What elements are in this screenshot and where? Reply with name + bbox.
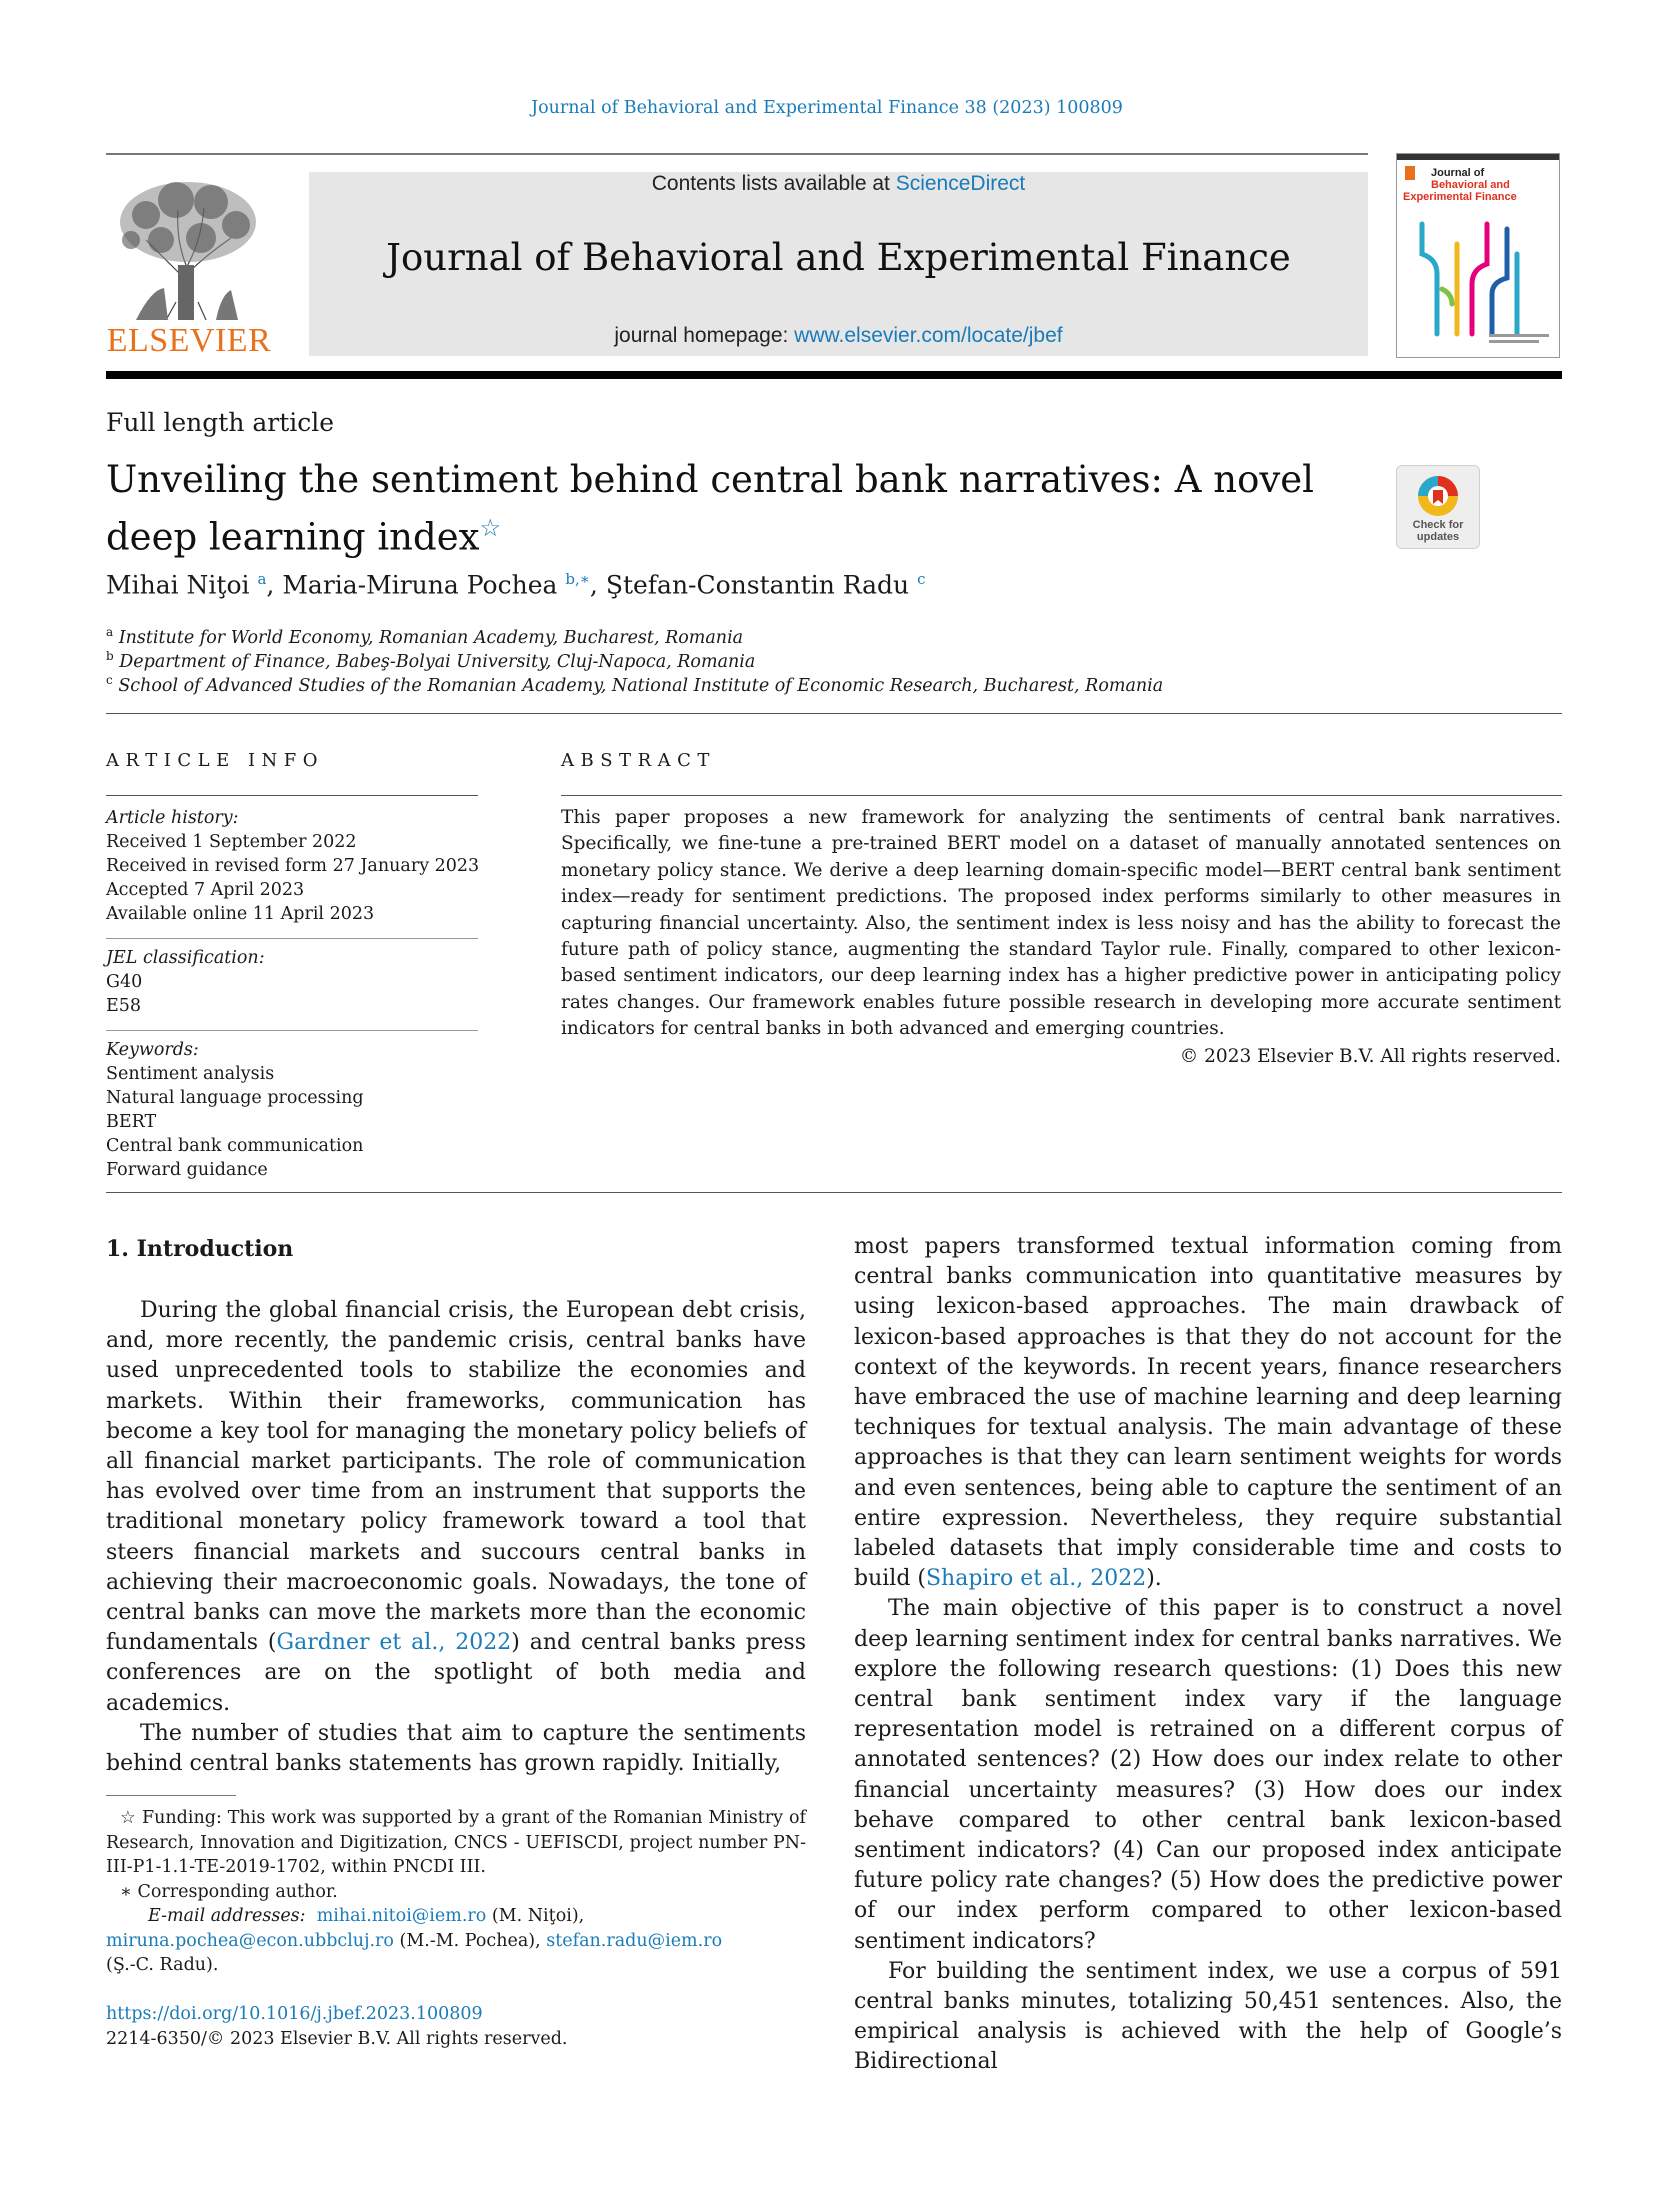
abstract-text: This paper proposes a new framework for analyzing the sentiments of central bank narratives. Specifically, we fine-tune a pre-trained BERT model on a dataset of manually annotated sentences on monetary policy stance. We derive a deep learning domain-specific model—BERT central bank sentiment index—ready for sentiment predictions. The proposed index performs similarly to other measures in capturing financial uncertainty. Also, the sentiment index is less noisy and has the ability to forecast the future path of policy stance, augmenting the standard Taylor rule. Finally, compared to other lexicon-based sentiment indicators, our deep learning index has a higher predictive power in anticipating policy rates changes. Our framework enables future possible research in developing more accurate sentiment indicators for central banks in both advanced and emerging countries. bbox=[561, 807, 1561, 1040]
email-owner: (Ş.-C. Radu). bbox=[106, 1955, 219, 1975]
jel-code: E58 bbox=[106, 996, 142, 1016]
section-heading-introduction: 1. Introduction bbox=[106, 1236, 294, 1262]
body-divider bbox=[106, 1192, 1562, 1193]
jel-label: JEL classification: bbox=[106, 948, 265, 968]
author-name[interactable]: Maria-Miruna Pochea bbox=[282, 570, 558, 600]
info-rule bbox=[106, 1030, 478, 1031]
svg-text:Check for: Check for bbox=[1412, 519, 1464, 531]
masthead-bottom-rule bbox=[106, 371, 1562, 379]
email-link[interactable]: mihai.nitoi@iem.ro bbox=[316, 1906, 487, 1926]
paragraph: The number of studies that aim to capture the sentiments behind central banks statements has grown rapidly. Initially, bbox=[106, 1720, 806, 1777]
article-title bbox=[106, 456, 1356, 561]
paragraph-text: ) and central banks press conferences are on the spotlight of both media and academics. bbox=[106, 1630, 806, 1716]
affiliation-sup: a bbox=[106, 625, 114, 639]
jel-code: G40 bbox=[106, 972, 143, 992]
doi-link[interactable]: https://doi.org/10.1016/j.jbef.2023.100809 bbox=[106, 2004, 483, 2024]
cover-title-line-1: Journal of bbox=[1431, 167, 1485, 179]
affiliation-text: Department of Finance, Babeş-Bolyai University, Cluj-Napoca, Romania bbox=[119, 651, 756, 672]
author-name[interactable]: Mihai Niţoi bbox=[106, 570, 250, 600]
issn-copyright: 2214-6350/© 2023 Elsevier B.V. All rights reserved. bbox=[106, 2029, 568, 2049]
paragraph: For building the sentiment index, we use a corpus of 591 central banks minutes, totalizing 50,451 sentences. Also, the empirical analysis is achieved with the help of Google’s Bidirectional bbox=[854, 1958, 1562, 2075]
sciencedirect-link[interactable]: ScienceDirect bbox=[895, 172, 1026, 195]
author-name[interactable]: Ştefan-Constantin Radu bbox=[605, 570, 910, 600]
paragraph bbox=[106, 1296, 806, 1719]
email-owner: (M.-M. Pochea), bbox=[393, 1930, 547, 1951]
email-label: E-mail addresses: bbox=[148, 1906, 306, 1926]
footnote-rule bbox=[106, 1795, 236, 1796]
corresponding-footnote bbox=[106, 1880, 806, 1905]
footnote-star: ☆ bbox=[120, 1808, 137, 1828]
affiliation-a bbox=[106, 625, 743, 648]
body-left-column bbox=[106, 1296, 806, 1779]
email-footnote bbox=[106, 1904, 806, 1929]
cover-title-line-3: Experimental Finance bbox=[1403, 191, 1517, 203]
elsevier-wordmark[interactable]: ELSEVIER bbox=[106, 322, 272, 359]
contents-prefix: Contents lists available at bbox=[651, 172, 896, 195]
history-revised: Received in revised form 27 January 2023 bbox=[106, 856, 480, 876]
paragraph: The main objective of this paper is to construct a novel deep learning sentiment index for central banks narratives. We explore the following research questions: (1) Does this new central bank sentiment index vary if the language representation model is retrained on a different corpus of annotated sentences? (2) How does our index relate to other financial uncertainty measures? (3) How does our index behave compared to other central bank lexicon-based sentiment indicators? (4) Can our proposed index anticipate future policy rate changes? (5) How does the predictive power of our index perform compared to other lexicon-based sentiment indicators? bbox=[854, 1596, 1562, 1954]
keyword: Sentiment analysis bbox=[106, 1064, 275, 1084]
keyword: BERT bbox=[106, 1112, 157, 1132]
funding-footnote bbox=[106, 1806, 806, 1880]
affiliation-sup: c bbox=[106, 673, 113, 687]
abstract-rule bbox=[561, 795, 1562, 796]
abstract-copyright: © 2023 Elsevier B.V. All rights reserved. bbox=[1179, 1046, 1561, 1067]
affiliation-c bbox=[106, 673, 1163, 696]
author-affil-sup[interactable]: a bbox=[257, 570, 267, 588]
cover-title-line-2: Behavioral and bbox=[1431, 179, 1510, 191]
history-accepted: Accepted 7 April 2023 bbox=[106, 880, 305, 900]
article-info-heading: ARTICLE INFO bbox=[106, 750, 325, 771]
email-footnote-cont bbox=[106, 1929, 806, 1954]
author-list: Mihai Niţoi $^a$, Maria-Miruna Pochea $^{b,∗}$, Ştefan-Constantin Radu $^c$ bbox=[106, 570, 926, 600]
citation-link[interactable]: Shapiro et al., 2022 bbox=[925, 1566, 1147, 1592]
affiliation-b bbox=[106, 649, 755, 672]
keyword: Central bank communication bbox=[106, 1136, 364, 1156]
funding-text: Funding: This work was supported by a grant of the Romanian Ministry of Research, Innovation and Digitization, CNCS - UEFISCDI, project number PN-III-P1-1.1-TE-2019-1702, within PNCDI III. bbox=[106, 1808, 806, 1877]
abstract-heading: ABSTRACT bbox=[561, 750, 716, 771]
author-affil-sup[interactable]: b,∗ bbox=[565, 570, 590, 588]
corresponding-text: Corresponding author. bbox=[137, 1881, 338, 1902]
journal-homepage-line bbox=[309, 324, 1368, 348]
citation-link[interactable]: Gardner et al., 2022 bbox=[276, 1630, 512, 1656]
affiliation-sup: b bbox=[106, 649, 114, 663]
footnotes bbox=[106, 1806, 806, 1978]
tree-icon bbox=[106, 170, 272, 320]
email-link[interactable]: miruna.pochea@econ.ubbcluj.ro bbox=[106, 1930, 394, 1951]
check-for-updates-badge[interactable] bbox=[1396, 465, 1480, 549]
email-link[interactable]: stefan.radu@iem.ro bbox=[546, 1930, 723, 1951]
keyword: Natural language processing bbox=[106, 1088, 364, 1108]
history-online: Available online 11 April 2023 bbox=[106, 904, 375, 924]
masthead-banner bbox=[309, 172, 1368, 356]
masthead-top-rule bbox=[106, 153, 1368, 155]
svg-text:updates: updates bbox=[1416, 531, 1460, 543]
paragraph bbox=[854, 1232, 1562, 1594]
history-label: Article history: bbox=[106, 808, 239, 828]
journal-homepage-link[interactable]: www.elsevier.com/locate/jbef bbox=[794, 324, 1063, 347]
body-right-column bbox=[854, 1232, 1562, 2078]
info-rule bbox=[106, 938, 478, 939]
affiliation-text: School of Advanced Studies of the Romanian Academy, National Institute of Economic Research, Bucharest, Romania bbox=[118, 675, 1164, 696]
journal-cover-thumbnail[interactable] bbox=[1396, 153, 1560, 358]
head-divider bbox=[106, 713, 1562, 714]
email-owner: (M. Niţoi), bbox=[486, 1906, 585, 1926]
keywords-label: Keywords: bbox=[106, 1040, 199, 1060]
crossmark-icon bbox=[1397, 466, 1479, 548]
author-affil-sup[interactable]: c bbox=[917, 570, 926, 588]
running-header[interactable]: Journal of Behavioral and Experimental Finance 38 (2023) 100809 bbox=[531, 98, 1123, 118]
contents-available-line bbox=[309, 172, 1368, 196]
journal-title: Journal of Behavioral and Experimental Finance bbox=[386, 236, 1291, 279]
paragraph-text: During the global financial crisis, the European debt crisis, and, more recently, the pandemic crisis, central banks have used unprecedented tools to stabilize the economies and markets. Within their frameworks, communication has become a key tool for managing the monetary policy beliefs of all financial market participants. The role of communication has evolved over time from an instrument that supports the traditional monetary policy framework toward a tool that steers financial markets and succours central banks in achieving their macroeconomic goals. Nowadays, the tone of central banks can move the markets more than the economic fundamentals ( bbox=[106, 1298, 806, 1656]
title-footnote-star[interactable]: ☆ bbox=[479, 514, 501, 542]
article-title-text: Unveiling the sentiment behind central bank narratives: A novel deep learning index bbox=[106, 458, 1314, 559]
email-footnote-cont bbox=[106, 1953, 806, 1978]
journal-cover-art bbox=[1397, 154, 1559, 357]
paragraph-text: ). bbox=[1146, 1566, 1162, 1592]
history-received: Received 1 September 2022 bbox=[106, 832, 357, 852]
keyword: Forward guidance bbox=[106, 1160, 268, 1180]
footnote-asterisk: ∗ bbox=[120, 1881, 132, 1902]
homepage-prefix: journal homepage: bbox=[614, 324, 795, 347]
article-type: Full length article bbox=[106, 408, 335, 437]
paragraph-text: most papers transformed textual information coming from central banks communication into quantitative measures by using lexicon-based approaches. The main drawback of lexicon-based approaches is that they do not account for the context of the keywords. In recent years, finance researchers have embraced the use of machine learning and deep learning techniques for textual analysis. The main advantage of these approaches is that they can learn sentiment weights for words and even sentences, being able to capture the sentiment of an entire expression. Nevertheless, they require substantial labeled datasets that imply considerable time and costs to build ( bbox=[854, 1234, 1562, 1592]
article-info-rule bbox=[106, 795, 478, 796]
affiliation-text: Institute for World Economy, Romanian Academy, Bucharest, Romania bbox=[118, 627, 744, 648]
